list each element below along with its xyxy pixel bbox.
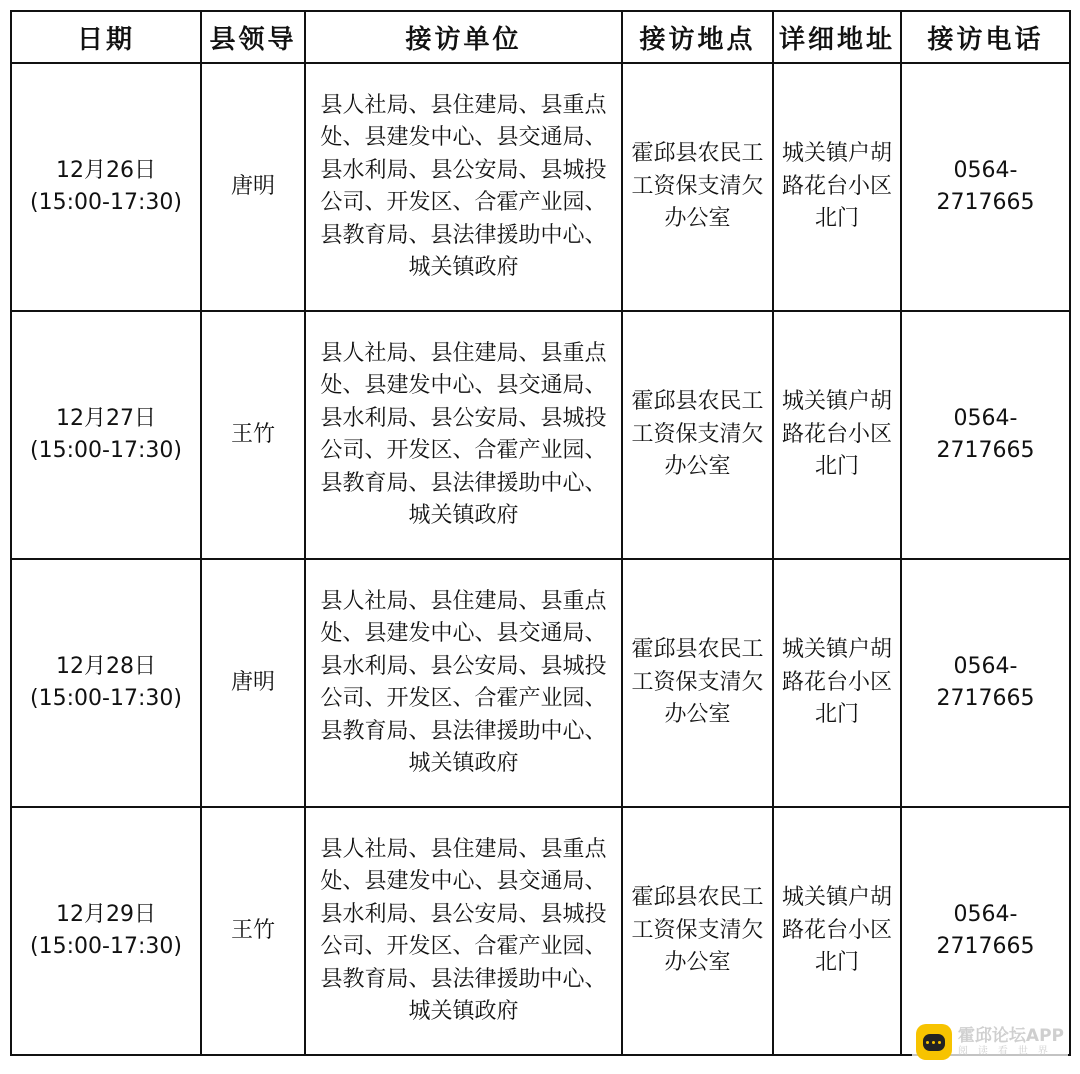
unit-line: 处、县建发中心、县交通局、 [320,373,607,398]
unit-line: 县人社局、县住建局、县重点 [320,588,607,614]
location-line: 霍邱县农民工 [631,885,764,911]
unit-line: 县教育局、县法律援助中心、 [320,966,607,992]
chat-bubble-icon [916,1024,952,1060]
location-cell [622,807,773,1055]
address-cell [773,807,901,1055]
unit-line: 处、县建发中心、县交通局、 [320,621,607,646]
address-line: 城关镇户胡 [781,885,892,911]
table-row [11,311,1070,559]
leader-name: 王竹 [230,421,275,447]
location-line: 霍邱县农民工 [631,637,764,663]
unit-line: 城关镇政府 [408,751,519,776]
leader-cell [201,559,305,807]
unit-line: 公司、开发区、合霍产业园、 [320,934,607,959]
table-row [11,63,1070,311]
units-cell [305,807,622,1055]
watermark-title: 霍邱论坛APP [957,1026,1064,1047]
header-date: 日期 [11,11,201,63]
phone-number: 0564-2717665 [936,405,1035,463]
address-line: 路花台小区 [781,669,892,695]
unit-line: 公司、开发区、合霍产业园、 [320,686,607,711]
location-line: 办公室 [664,950,731,976]
date-cell [11,63,201,311]
phone-number: 0564-2717665 [936,901,1035,959]
phone-cell [901,311,1070,559]
date-text: 12月28日 [56,653,156,679]
leader-name: 唐明 [230,173,275,199]
unit-line: 公司、开发区、合霍产业园、 [320,438,607,463]
location-line: 工资保支清欠 [631,669,764,695]
location-line: 工资保支清欠 [631,917,764,943]
unit-line: 县水利局、县公安局、县城投 [320,901,607,927]
header-phone: 接访电话 [901,11,1070,63]
units-cell [305,63,622,311]
address-line: 路花台小区 [781,917,892,943]
schedule-table [10,10,1071,1056]
leader-cell [201,63,305,311]
address-cell [773,311,901,559]
location-cell [622,63,773,311]
date-text: 12月26日 [56,157,156,183]
unit-line: 城关镇政府 [408,503,519,528]
location-line: 工资保支清欠 [631,421,764,447]
address-line: 城关镇户胡 [781,141,892,167]
unit-line: 公司、开发区、合霍产业园、 [320,190,607,215]
unit-line: 县水利局、县公安局、县城投 [320,405,607,431]
leader-cell [201,311,305,559]
header-address: 详细地址 [773,11,901,63]
unit-line: 县教育局、县法律援助中心、 [320,718,607,744]
header-location: 接访地点 [622,11,773,63]
units-cell [305,311,622,559]
location-line: 办公室 [664,206,731,232]
address-line: 路花台小区 [781,421,892,447]
date-cell [11,559,201,807]
unit-line: 县教育局、县法律援助中心、 [320,470,607,496]
leader-cell [201,807,305,1055]
phone-cell [901,807,1070,1055]
watermark [912,1022,1068,1062]
address-line: 北门 [814,454,859,480]
address-line: 北门 [814,206,859,232]
location-line: 霍邱县农民工 [631,141,764,167]
location-line: 工资保支清欠 [631,173,764,199]
location-line: 霍邱县农民工 [631,389,764,415]
unit-line: 城关镇政府 [408,255,519,280]
date-text: 12月27日 [56,405,156,431]
leader-name: 唐明 [230,669,275,695]
unit-line: 县人社局、县住建局、县重点 [320,92,607,118]
header-row [11,11,1070,63]
address-cell [773,559,901,807]
time-text: (15:00-17:30) [30,190,182,215]
address-cell [773,63,901,311]
phone-number: 0564-2717665 [936,157,1035,215]
location-cell [622,559,773,807]
unit-line: 县水利局、县公安局、县城投 [320,157,607,183]
unit-line: 县教育局、县法律援助中心、 [320,222,607,248]
location-line: 办公室 [664,702,731,728]
address-line: 北门 [814,702,859,728]
phone-cell [901,63,1070,311]
time-text: (15:00-17:30) [30,438,182,463]
unit-line: 县人社局、县住建局、县重点 [320,836,607,862]
table-row [11,559,1070,807]
time-text: (15:00-17:30) [30,686,182,711]
phone-cell [901,559,1070,807]
header-units: 接访单位 [305,11,622,63]
leader-name: 王竹 [230,917,275,943]
time-text: (15:00-17:30) [30,934,182,959]
location-line: 办公室 [664,454,731,480]
watermark-subtitle: 阅读看世界 [957,1045,1058,1057]
phone-number: 0564-2717665 [936,653,1035,711]
units-cell [305,559,622,807]
date-cell [11,311,201,559]
address-line: 城关镇户胡 [781,637,892,663]
unit-line: 县人社局、县住建局、县重点 [320,340,607,366]
unit-line: 县水利局、县公安局、县城投 [320,653,607,679]
address-line: 路花台小区 [781,173,892,199]
unit-line: 城关镇政府 [408,999,519,1024]
address-line: 北门 [814,950,859,976]
table-row [11,807,1070,1055]
unit-line: 处、县建发中心、县交通局、 [320,869,607,894]
address-line: 城关镇户胡 [781,389,892,415]
header-leader: 县领导 [201,11,305,63]
date-text: 12月29日 [56,901,156,927]
location-cell [622,311,773,559]
unit-line: 处、县建发中心、县交通局、 [320,125,607,150]
date-cell [11,807,201,1055]
